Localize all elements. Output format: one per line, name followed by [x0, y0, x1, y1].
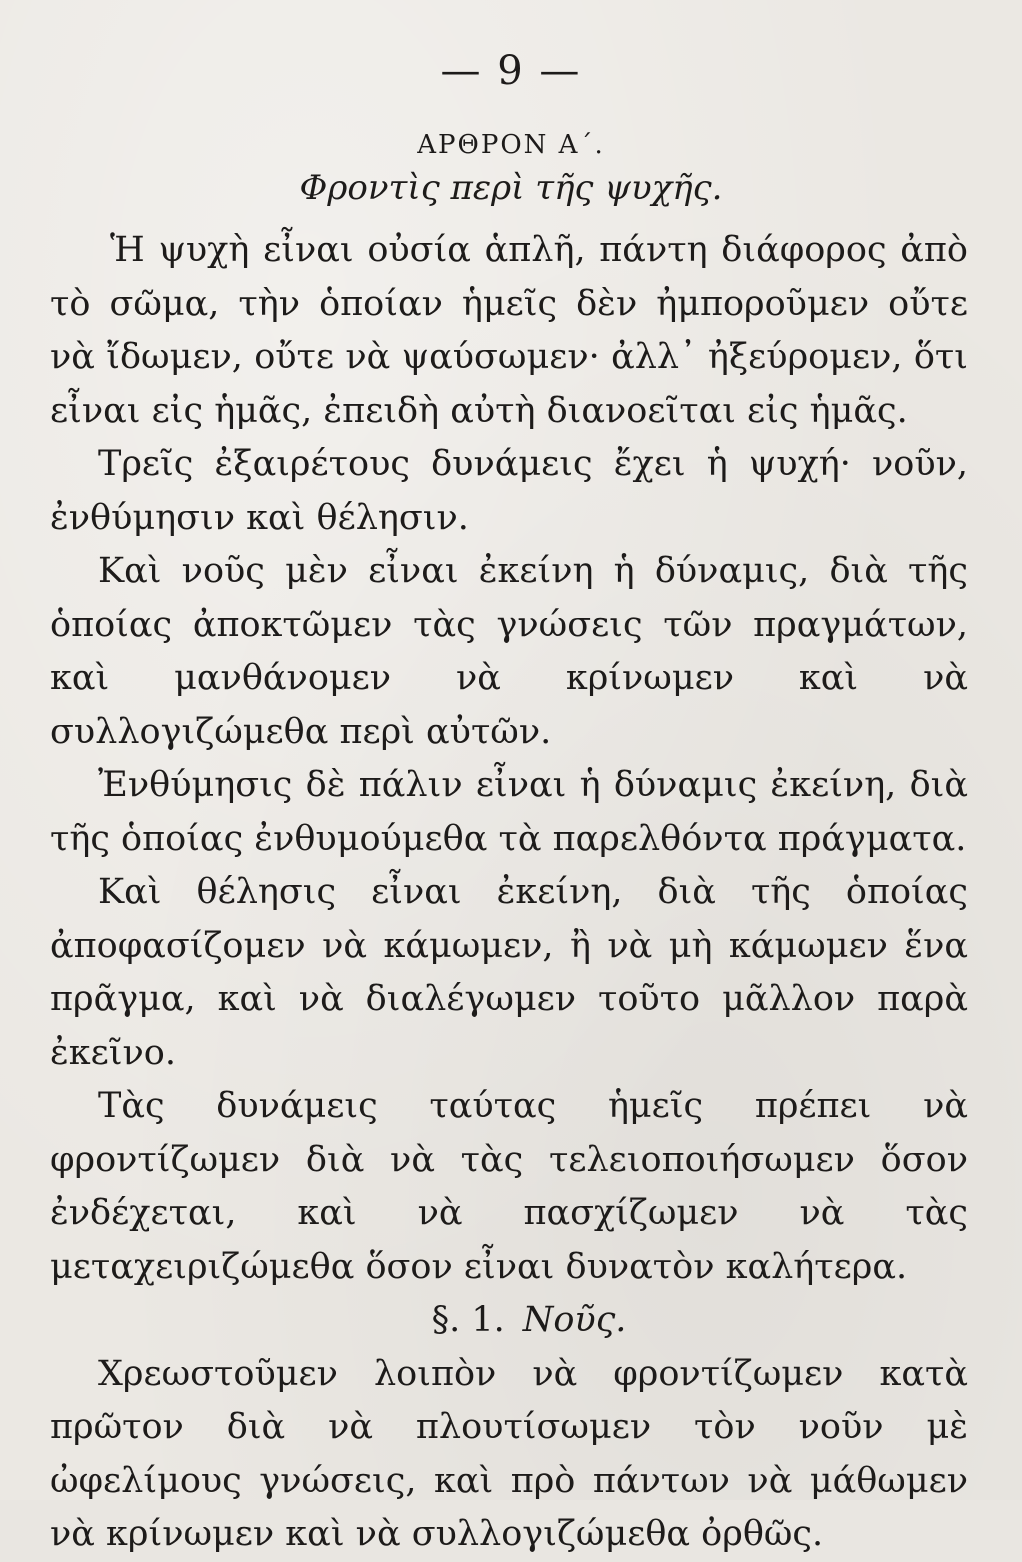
- article-heading: ΑΡΘΡΟΝ Α΄.: [417, 130, 605, 160]
- body-text: [50, 224, 968, 1562]
- paragraph: Τρεῖς ἐξαιρέτους δυνάμεις ἔχει ἡ ψυχή· νοῦν, ἐνθύμησιν καὶ θέλησιν.: [50, 444, 968, 538]
- paragraph: Καὶ νοῦς μὲν εἶναι ἐκείνη ἡ δύναμις, διὰ τῆς ὁποίας ἀποκτῶμεν τὰς γνώσεις τῶν πραγμάτων, καὶ μανθάνομεν νὰ κρίνωμεν καὶ νὰ συλλογιζώμεθα περὶ αὐτῶν.: [50, 551, 968, 752]
- paragraph: Χρεωστοῦμεν λοιπὸν νὰ φροντίζωμεν κατὰ πρῶτον διὰ νὰ πλουτίσωμεν τὸν νοῦν μὲ ὠφελίμους γνώσεις, καὶ πρὸ πάντων νὰ μάθωμεν νὰ κρίνωμεν καὶ νὰ συλλογιζώμεθα ὀρθῶς.: [50, 1353, 968, 1554]
- paragraph: Τὰς δυνάμεις ταύτας ἡμεῖς πρέπει νὰ φροντίζωμεν διὰ νὰ τὰς τελειοποιήσωμεν ὅσον ἐνδέχεται, καὶ νὰ πασχίζωμεν νὰ τὰς μεταχειριζώμεθα ὅσον εἶναι δυνατὸν καλήτερα.: [50, 1086, 968, 1287]
- page-number: — 9 —: [440, 48, 582, 94]
- article-subtitle: Φροντὶς περὶ τῆς ψυχῆς.: [299, 168, 723, 208]
- paragraph: Ἡ ψυχὴ εἶναι οὐσία ἁπλῆ, πάντη διάφορος ἀπὸ τὸ σῶμα, τὴν ὁποίαν ἡμεῖς δὲν ἠμποροῦμεν οὔτε νὰ ἴδωμεν, οὔτε νὰ ψαύσωμεν· ἀλλ᾽ ἠξεύρομεν, ὅτι εἶναι εἰς ἡμᾶς, ἐπειδὴ αὐτὴ διανοεῖται εἰς ἡμᾶς.: [50, 230, 968, 431]
- section-number: §. 1.: [431, 1300, 505, 1340]
- paragraph: Καὶ θέλησις εἶναι ἐκείνη, διὰ τῆς ὁποίας ἀποφασίζομεν νὰ κάμωμεν, ἢ νὰ μὴ κάμωμεν ἕνα πρᾶγμα, καὶ νὰ διαλέγωμεν τοῦτο μᾶλλον παρὰ ἐκεῖνο.: [50, 872, 968, 1073]
- paragraph: Ἐνθύμησις δὲ πάλιν εἶναι ἡ δύναμις ἐκείνη, διὰ τῆς ὁποίας ἐνθυμούμεθα τὰ παρελθόντα πράγματα.: [50, 765, 968, 859]
- section-heading: [50, 1294, 968, 1348]
- section-title: Νοῦς.: [522, 1300, 627, 1340]
